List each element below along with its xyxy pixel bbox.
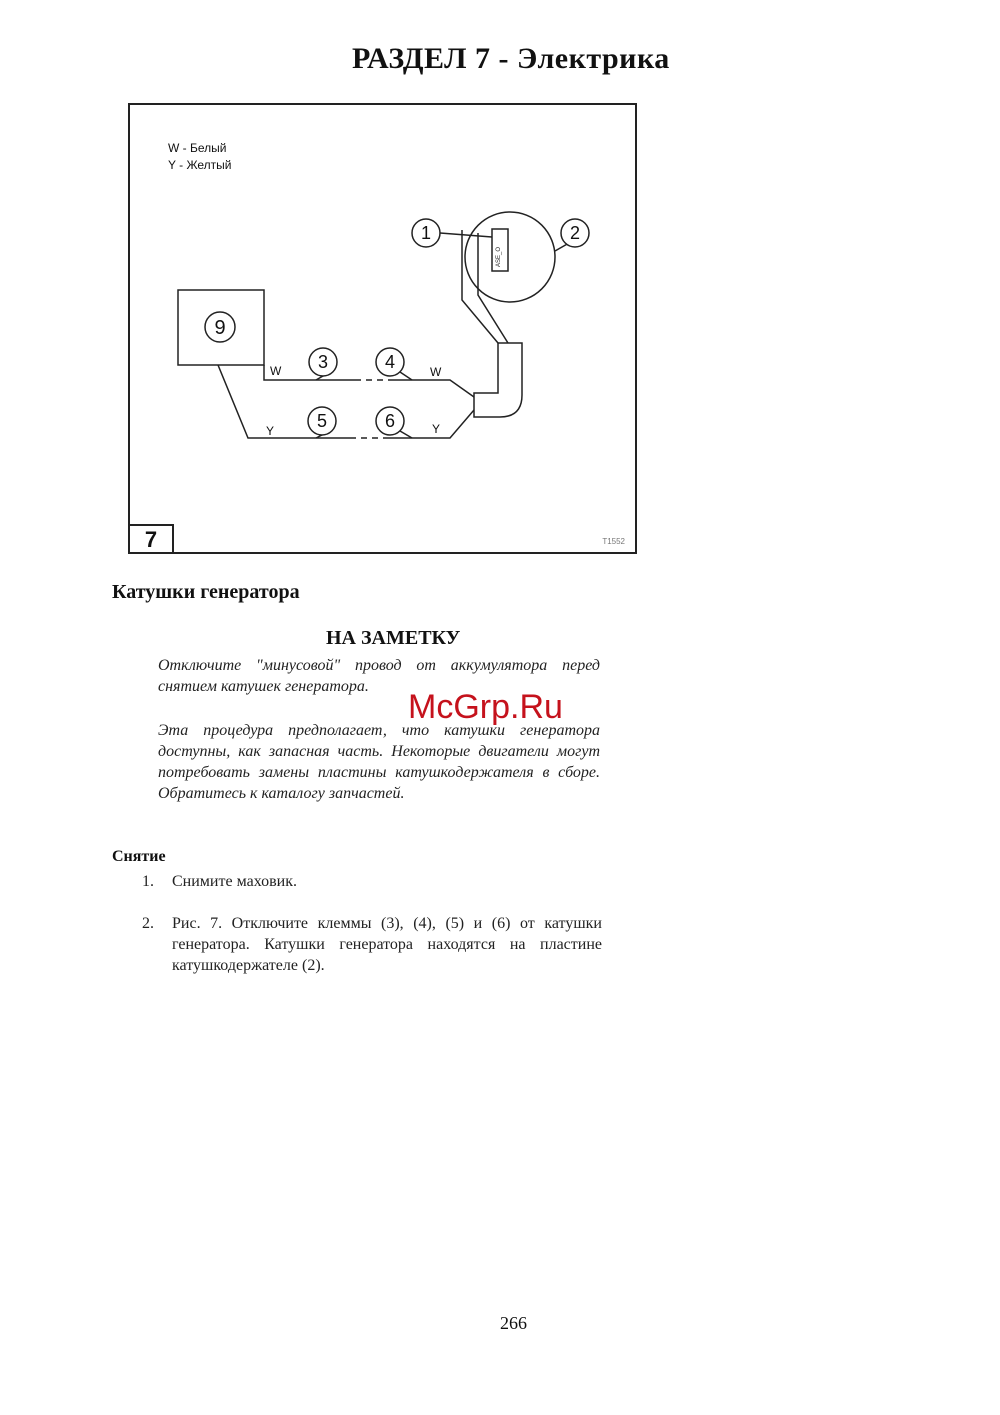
note-paragraph-2: Эта процедура предполагает, что катушки генератора доступны, как запасная часть. Некоторые двигатели могут потребовать замены пластины катушкодержателя в сборе. Обратитесь к каталогу запчастей.: [158, 722, 600, 802]
wiring-diagram: [130, 105, 639, 556]
svg-text:6: 6: [384, 411, 396, 431]
svg-text:2: 2: [569, 223, 581, 243]
callout-5: [308, 407, 336, 435]
callout-2: [561, 219, 589, 247]
section-title: РАЗДЕЛ 7 - Электрика: [352, 42, 670, 75]
subheading: Катушки генератора: [112, 581, 300, 603]
watermark: McGrp.Ru: [408, 688, 563, 726]
callout-3: [309, 348, 337, 376]
svg-text:3: 3: [317, 352, 329, 372]
note-paragraph-1: Отключите "минусовой" провод от аккумулятора перед снятием катушек генератора.: [158, 657, 600, 695]
svg-text:1: 1: [420, 223, 432, 243]
step-1-text: Снимите маховик.: [172, 873, 297, 890]
elbow-connector: [474, 343, 522, 417]
step-1: [142, 871, 602, 892]
wire-label-w-right: W: [430, 365, 442, 379]
step-2: [142, 913, 602, 976]
leader-1: [440, 233, 492, 237]
wire-label-y-right: Y: [432, 422, 441, 436]
wiring-figure: [128, 103, 637, 554]
connector-label: ASE_O: [496, 246, 502, 267]
harness-right: [478, 233, 508, 343]
step-2-text: Рис. 7. Отключите клеммы (3), (4), (5) и (6) от катушки генератора. Катушки генератора находятся на пластине катушкодержателе (2).: [172, 915, 602, 974]
svg-text:9: 9: [214, 317, 226, 339]
step-1-number: 1.: [142, 873, 154, 890]
svg-text:4: 4: [384, 352, 396, 372]
figure-code: T1552: [602, 537, 625, 546]
callout-1: [412, 219, 440, 247]
callout-9: [205, 312, 235, 342]
note-title: НА ЗАМЕТКУ: [326, 627, 461, 649]
callout-6: [376, 407, 404, 435]
legend-yellow: Y - Желтый: [168, 158, 232, 172]
step-2-number: 2.: [142, 915, 154, 932]
legend-white: W - Белый: [168, 141, 227, 155]
wire-label-w-left: W: [270, 364, 282, 378]
svg-text:5: 5: [316, 411, 328, 431]
callout-4: [376, 348, 404, 376]
wire-label-y-left: Y: [266, 424, 275, 438]
removal-heading: Снятие: [112, 848, 166, 865]
figure-number: 7: [128, 524, 174, 554]
page-number: 266: [500, 1313, 527, 1333]
